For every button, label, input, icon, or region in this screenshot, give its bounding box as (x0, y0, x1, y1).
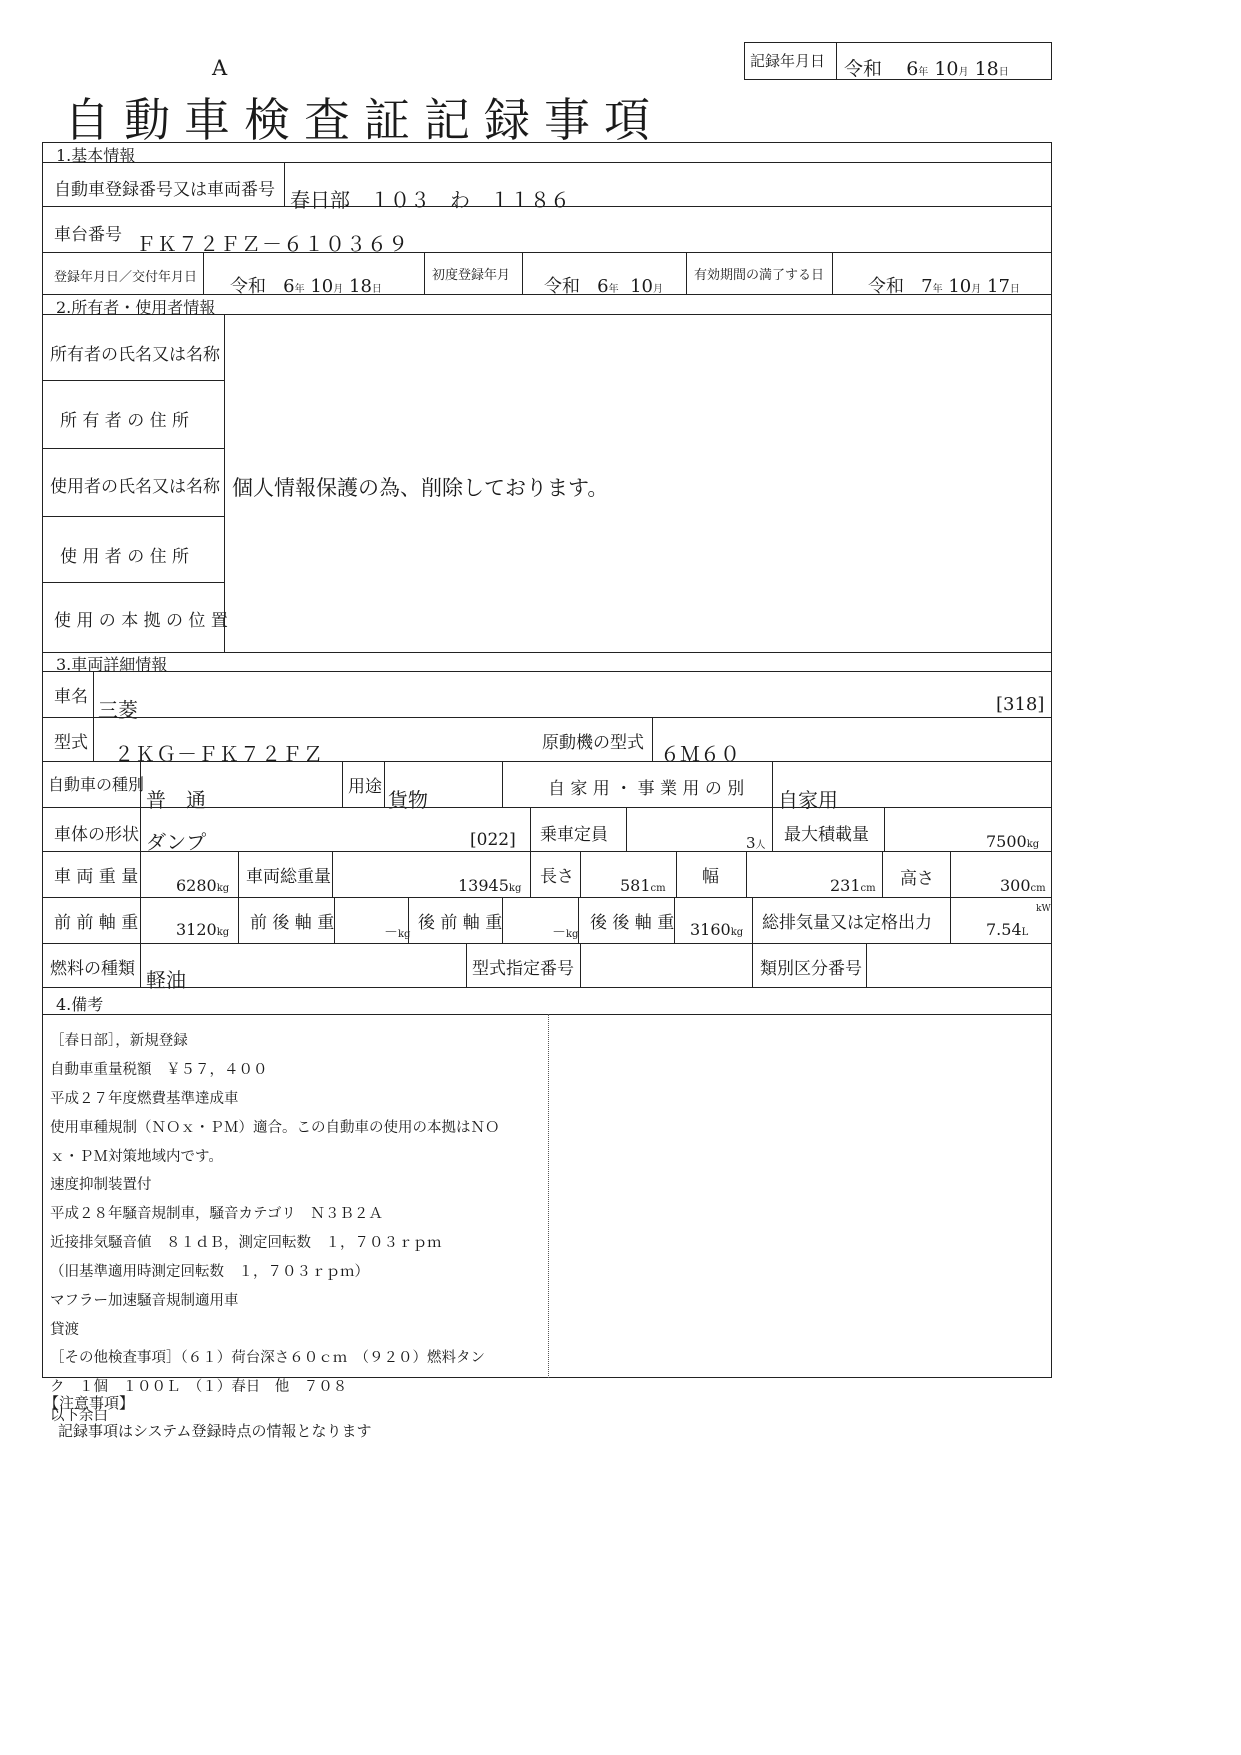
body-shape-label: 車体の形状 (54, 825, 139, 845)
section-3-heading: 3.車両詳細情報 (56, 655, 168, 674)
rear-rear-axle: 3160kg (690, 920, 744, 939)
privacy-note: 個人情報保護の為、削除しております。 (232, 476, 609, 500)
record-date: 令和 6年 10月 18日 (844, 58, 1009, 80)
section-2-heading: 2.所有者・使用者情報 (56, 298, 216, 317)
vehicle-name: 三菱 (98, 698, 138, 722)
reg-date: 令和 6年 10月 18日 (230, 276, 382, 297)
front-rear-axle: －kg (384, 925, 411, 941)
remark-line: 速度抑制装置付 (50, 1177, 152, 1194)
front-front-axle-label: 前 前 軸 重 (54, 913, 139, 933)
first-reg-date: 令和 6年 10月 (544, 276, 663, 297)
owner-name-label: 所有者の氏名又は名称 (50, 345, 220, 365)
remark-line: 以下余白 (50, 1407, 108, 1424)
use-label: 用途 (348, 777, 382, 797)
capacity-label: 乗車定員 (540, 825, 608, 845)
front-front-axle: 3120kg (176, 920, 230, 939)
caution-heading: 【注意事項】 (44, 1394, 135, 1412)
class-number-label: 類別区分番号 (760, 959, 862, 979)
remark-line: 自動車重量税額 ￥５７，４００ (50, 1062, 268, 1079)
vehicle-kind-label: 自動車の種別 (48, 775, 145, 794)
vehicle-name-code: [318] (996, 694, 1045, 715)
remark-line: 貸渡 (50, 1321, 79, 1338)
displacement: 7.54L (986, 920, 1029, 939)
model-label: 型式 (54, 733, 88, 753)
section-1-heading: 1.基本情報 (56, 146, 136, 165)
rear-rear-axle-label: 後 後 軸 重 (590, 913, 675, 933)
remark-line: 近接排気騒音値 ８１ｄＢ，測定回転数 １，７０３ｒｐｍ (50, 1235, 442, 1252)
vehicle-name-label: 車名 (54, 687, 88, 707)
type-designation-label: 型式指定番号 (472, 959, 574, 979)
remark-line: 平成２８年騒音規制車，騒音カテゴリ Ｎ３Ｂ２Ａ (50, 1206, 383, 1223)
user-name-label: 使用者の氏名又は名称 (50, 477, 220, 497)
remark-line: マフラー加速騒音規制適用車 (50, 1292, 239, 1309)
rear-front-axle: －kg (552, 925, 579, 941)
user-address-label: 使 用 者 の 住 所 (60, 547, 190, 567)
remark-line: ［その他検査事項］（６１）荷台深さ６０ｃｍ （９２０）燃料タン (50, 1350, 485, 1367)
remark-line: ｘ・ＰＭ対策地域内です。 (50, 1148, 223, 1165)
doc-letter: A (212, 56, 228, 80)
length-label: 長さ (540, 867, 574, 887)
section-4-heading: 4.備考 (56, 995, 104, 1014)
use: 貨物 (388, 788, 428, 812)
displacement-label: 総排気量又は定格出力 (762, 913, 932, 933)
body-shape: ダンプ (146, 830, 207, 854)
height: 300cm (1000, 876, 1046, 895)
rear-front-axle-label: 後 前 軸 重 (418, 913, 503, 933)
engine-model: ６Ｍ６０ (660, 742, 740, 766)
engine-model-label: 原動機の型式 (542, 733, 644, 753)
owner-address-label: 所 有 者 の 住 所 (60, 411, 190, 431)
first-reg-label: 初度登録年月 (432, 268, 511, 283)
reg-no-label: 自動車登録番号又は車両番号 (54, 180, 275, 200)
max-load: 7500kg (986, 832, 1040, 851)
vehicle-weight: 6280kg (176, 876, 230, 895)
gross-weight-label: 車両総重量 (246, 867, 331, 887)
front-rear-axle-label: 前 後 軸 重 (250, 913, 335, 933)
record-date-label: 記録年月日 (750, 52, 826, 70)
chassis-label: 車台番号 (54, 225, 122, 245)
remark-line: 平成２７年度燃費基準達成車 (50, 1091, 239, 1108)
remark-line: ク １個 １００Ｌ （１）春日 他 ７０８ (50, 1379, 348, 1396)
private-business-label: 自 家 用 ・ 事 業 用 の 別 (548, 779, 745, 799)
remarks (50, 1020, 500, 1438)
body-shape-code: [022] (470, 830, 516, 850)
page-title: 自動車検査証記録事項 (64, 93, 664, 147)
width-label: 幅 (702, 867, 719, 887)
length: 581cm (620, 876, 666, 895)
gross-weight: 13945kg (458, 876, 522, 895)
remark-line: （旧基準適用時測定回転数 １，７０３ｒｐｍ） (50, 1263, 369, 1280)
private-business: 自家用 (778, 788, 838, 812)
width: 231cm (830, 876, 876, 895)
reg-date-label: 登録年月日／交付年月日 (54, 270, 198, 285)
reg-no: 春日部 １０３ わ １１８６ (290, 188, 570, 212)
vehicle-weight-label: 車 両 重 量 (54, 867, 139, 887)
fuel-label: 燃料の種類 (50, 959, 135, 979)
fuel: 軽油 (146, 968, 186, 992)
displacement-unit-kw: kW (1036, 904, 1051, 914)
expiry-date: 令和 7年 10月 17日 (868, 276, 1020, 297)
height-label: 高さ (900, 869, 934, 889)
capacity: 3人 (746, 834, 766, 852)
caution-text: 記録事項はシステム登録時点の情報となります (58, 1422, 372, 1440)
chassis-number: ＦＫ７２ＦＺ－６１０３６９ (136, 232, 409, 256)
remark-line: ［春日部］，新規登録 (50, 1033, 188, 1050)
vehicle-kind: 普 通 (146, 788, 206, 812)
base-location-label: 使 用 の 本 拠 の 位 置 (54, 611, 228, 631)
max-load-label: 最大積載量 (784, 825, 869, 845)
expiry-label: 有効期間の満了する日 (694, 268, 825, 283)
remark-line: 使用車種規制（ＮＯｘ・ＰＭ）適合。この自動車の使用の本拠はＮＯ (50, 1119, 500, 1136)
model: ２ＫＧ－ＦＫ７２ＦＺ (114, 742, 324, 766)
